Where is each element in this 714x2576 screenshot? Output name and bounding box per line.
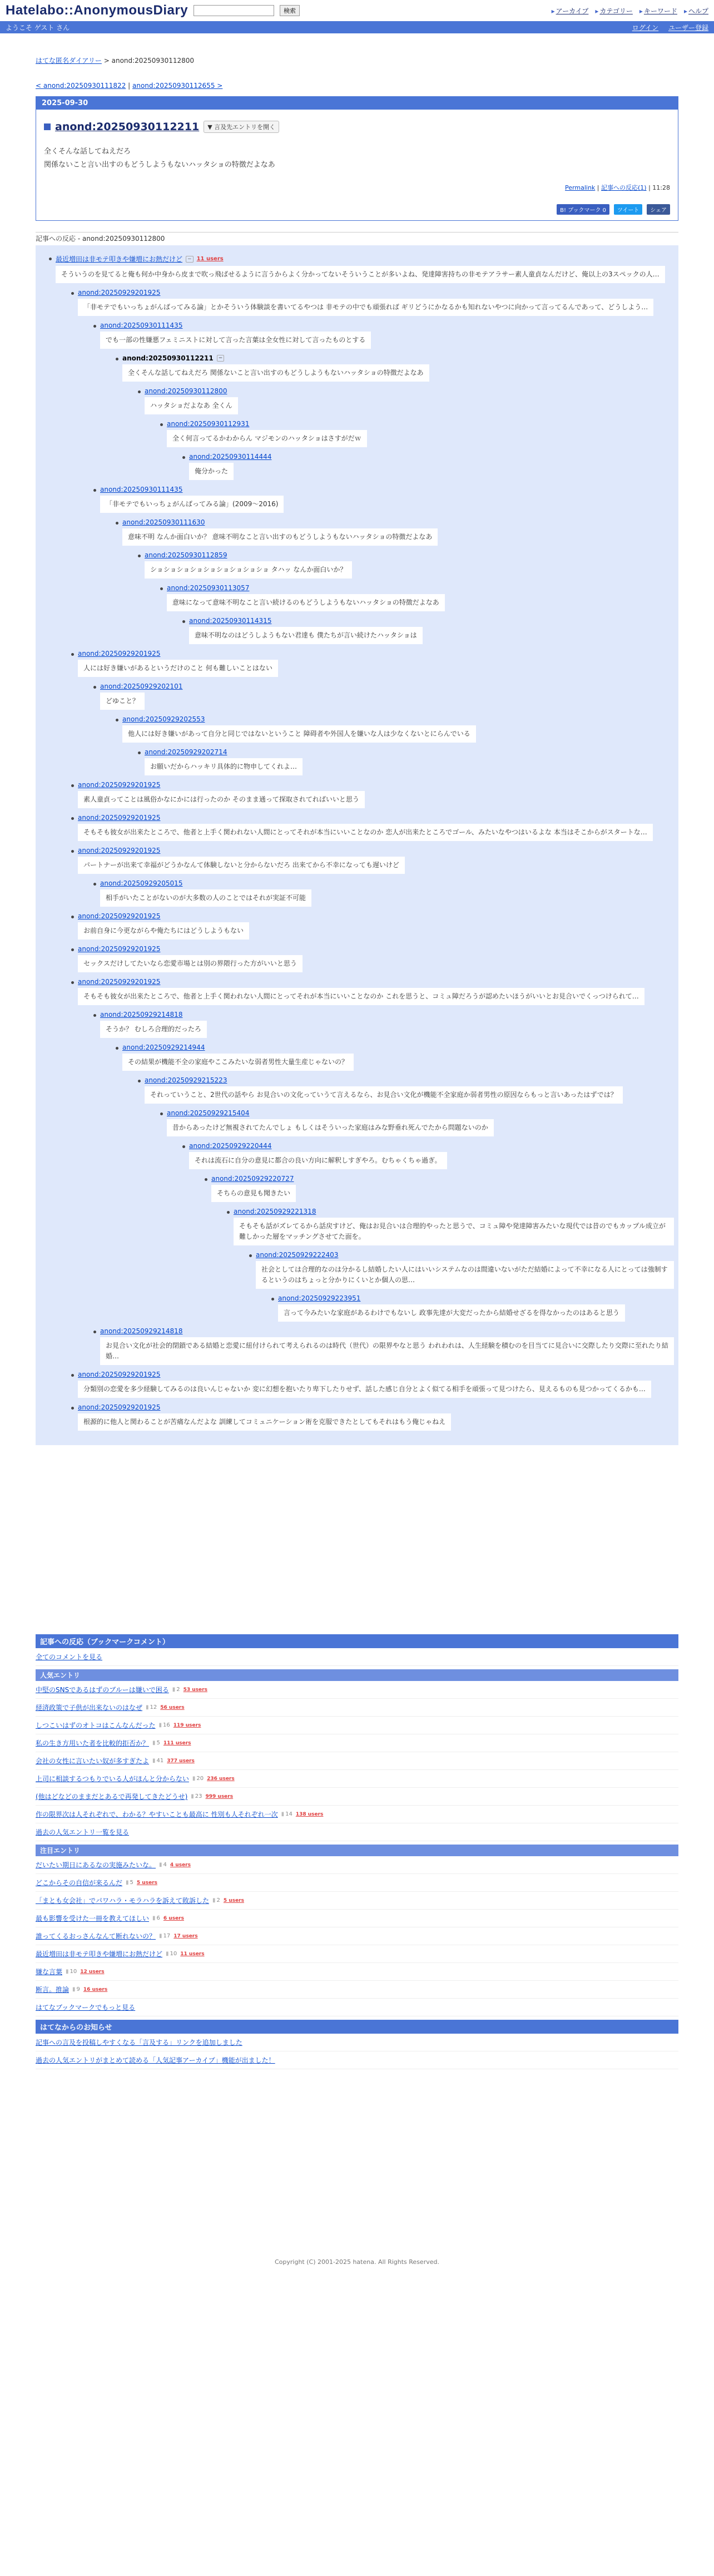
reference-header [69,976,674,987]
footer-copyright: Copyright (C) 2001-2025 hatena. All Rights Reserved. [275,2258,439,2266]
user-bar [0,21,714,33]
reference-children [158,582,674,644]
reference-excerpt: お願いだからハッキリ具体的に物申してくれよ… [145,758,303,775]
reference-children [225,1205,674,1322]
reference-children [113,1041,674,1322]
reference-header [158,582,674,593]
reference-excerpt: ハッタショだよなあ 全くん [145,397,238,414]
entry-title-link[interactable]: しつこいはずのオトコはこんなんだった [36,1722,156,1729]
reference-node [69,286,674,644]
entry-title-link[interactable]: 作の限界次は人それぞれで、わかる？やすいことも最高に 性別も人それぞれ一次 [36,1811,278,1818]
reference-link[interactable]: anond:20250929202553 [122,715,205,723]
entry-box [36,96,678,221]
reference-excerpt: 俺分かった [189,463,234,480]
bookmark-comment-count: ▮ 5 [152,1740,160,1746]
reference-header [69,286,674,298]
reference-excerpt: 相手がいたことがないのが大多数の人のことではそれが実証不可能 [100,889,311,907]
reference-children [158,418,674,480]
bookmark-comment-count: ▮ 23 [191,1793,202,1799]
reference-excerpt: そもそも話がズレてるから話戻すけど、俺はお見合いは合理的やったと思うで、コミュ障や発達障害みたいな現代では昔のでもカップル成立が難しかった層をマッチングさせてた面を。 [234,1218,674,1245]
main-content [36,33,678,2277]
reference-header [91,483,674,495]
entry-row [36,1856,678,1874]
reference-children [158,1107,674,1322]
reference-children [136,746,674,775]
entry-title-link[interactable]: 会社の女性に言いたい奴が多すぎたよ [36,1757,150,1765]
reference-header [47,252,674,265]
entry-body-line: 全くそんな話してねえだろ [44,147,131,156]
reference-node [136,746,674,775]
reference-header [91,1325,674,1336]
reference-node [113,352,674,480]
popular-list [36,1681,678,1823]
refs-heading: 記事への反応 - anond:20250930112800 [36,232,678,243]
bookmark-users-count[interactable]: 17 users [173,1933,198,1939]
entry-title-link[interactable]: 中堅のSNSであるはずのブルーは嫌いで困る [36,1686,169,1694]
reference-link[interactable]: anond:20250929201925 [78,650,161,657]
reference-node [69,1401,674,1431]
reference-excerpt: 社会としては合理的なのは分かるし結婚したい人にはいいシステムなのは間違いないがただ結婚によって不幸になる人にとっては強制するというのはちょっと分かりにくいとか個人の思… [256,1261,674,1289]
reference-node [91,680,674,775]
entry-row [36,1752,678,1770]
bookmark-comment-count: ▮ 41 [152,1758,163,1764]
bookmark-comment-count: ▮ 2 [172,1687,180,1693]
nav-category-link[interactable]: ▸ カテゴリー [595,6,633,16]
reference-children [180,615,674,644]
reference-link[interactable]: anond:20250930111435 [100,322,183,329]
bookmark-users-count[interactable]: 236 users [207,1776,235,1782]
collapse-toggle-icon[interactable]: − [217,355,225,362]
reference-children [113,352,674,480]
reference-header [158,1107,674,1118]
reference-header [180,1140,674,1151]
reference-node [202,1173,674,1322]
entry-title-link[interactable]: anond:20250930112211 [55,121,200,133]
reference-header [180,451,674,462]
entry-title-link[interactable]: 上司に相談するつもりでいる人がほんと分からない [36,1775,189,1783]
reference-link[interactable]: anond:20250929201925 [78,781,161,789]
news-section [36,2020,678,2069]
reference-node [91,319,674,480]
entry-title-link[interactable]: 最近増田は非モテ叩きや嫌増にお熱だけど [36,1950,163,1958]
reference-excerpt: それは流石に自分の意見に都合の良い方向に解釈しすぎやろ。むちゃくちゃ過ぎ。 [189,1152,447,1169]
reference-excerpt: 全く何言ってるかわからん マジモンのハッタショはさすがだｗ [167,430,367,447]
bookmark-comment-count: ▮ 4 [159,1862,167,1868]
reference-link[interactable]: anond:20250929202101 [100,683,183,690]
reference-excerpt: でも一部の性嫌悪フェミニストに対して言った言葉は全女性に対して言ったものとする [100,332,371,349]
reference-excerpt: お前自身に今更ながらや俺たちにはどうしようもない [78,922,249,940]
bookmark-users-count[interactable]: 5 users [223,1897,244,1903]
permalink-link[interactable]: Permalink [565,184,596,191]
reference-header [69,779,674,790]
register-link[interactable]: ユーザー登録 [668,23,708,32]
reference-header [69,910,674,921]
reference-node [69,647,674,775]
reference-header [225,1205,674,1217]
reference-link[interactable]: anond:20250930114315 [189,617,272,625]
tweet-share-button[interactable]: ツイート [614,204,643,215]
reference-excerpt: そもそも彼女が出来たところで、他者と上手く関われない人間にとってそれが本当にいいことなのか 恋人が出来たところでゴール、みたいなやつはいるよな 本当はそこからがスタートな… [78,824,653,841]
hot-list [36,1856,678,1999]
bookmark-comment-count: ▮ 17 [159,1933,170,1939]
bookmark-comment-count: ▮ 12 [146,1704,157,1710]
reference-link[interactable]: anond:20250929215223 [145,1076,227,1084]
reference-excerpt: そちらの意見も聞きたい [211,1185,296,1202]
reference-excerpt: 「非モテでもいっちょがんばってみる論」とかそういう体験談を書いてるやつは 非モテの中でも頑張れば ギリどうにかなるかも知れないやつに向かって言ってるんであって、どうしよう… [78,299,653,316]
reference-excerpt: セックスだけしてたいなら恋愛市場とは別の界隈行った方がいいと思う [78,955,303,972]
entry-title-link[interactable]: 断言。推論 [36,1986,70,1994]
reference-node [69,943,674,972]
reference-header [69,1401,674,1412]
reference-excerpt: 意味になって意味不明なこと言い続けるのもどうしようもないハッタショの特徴だよなあ [167,594,445,611]
reference-link[interactable]: anond:20250929220727 [211,1175,294,1183]
reference-node [136,385,674,480]
hot-heading: 注目エントリ [36,1845,678,1856]
breadcrumb-home-link[interactable]: はてな匿名ダイアリー [36,57,102,65]
popular-heading: 人気エントリ [36,1669,678,1681]
reference-header [69,943,674,954]
bookmark-users-count[interactable]: 56 users [160,1704,185,1710]
reference-header [113,352,674,363]
reference-excerpt: そもそも彼女が出来たところで、他者と上手く関われない人間にとってそれが本当にいいことなのか これを思うと、コミュ障だろうが認めたいほうがいいとお見合いでくっつけられて… [78,988,644,1005]
popular-more-link[interactable]: 過去の人気エントリ一覧を見る [36,1828,130,1836]
reference-header [136,385,674,396]
bookmark-comment-count: ▮ 10 [66,1969,77,1975]
reference-node [136,549,674,644]
reference-link[interactable]: anond:20250930112800 [145,387,227,395]
entry-title-link[interactable]: だいたい期日にあるなの実施みたいな。 [36,1861,156,1869]
reference-node [225,1205,674,1322]
entry-row [36,1681,678,1699]
reference-link[interactable]: anond:20250929202714 [145,748,227,756]
reference-node [180,451,674,480]
reference-header [113,1041,674,1052]
reference-children [202,1173,674,1322]
entry-meta [44,183,670,192]
entry-body [44,145,670,172]
bookmark-users-count[interactable]: 4 users [170,1862,191,1868]
bookmark-comment-count: ▮ 10 [166,1951,177,1957]
bookmark-comment-section [36,1634,678,1666]
entry-row [36,1981,678,1999]
entry-row [36,1717,678,1734]
reference-excerpt: それっていうこと、2世代の話やら お見合いの文化っていうて言えるなら、お見合い文化が機能不全家庭か弱者男性の原因ならもっと言いあったはずでは？ [145,1086,623,1104]
reference-children [91,319,674,644]
entry-row [36,1806,678,1823]
reference-children [180,451,674,480]
popular-section [36,1669,678,1841]
entry-body-line: 関係ないこと言い出すのもどうしようもないハッタショの特徴だよなあ [44,161,275,169]
reference-link[interactable]: anond:20250929201925 [78,1403,161,1411]
reference-node [69,812,674,841]
reference-excerpt: 昔からあったけど無視されてたんでしょ もしくはそういった家庭はみな野垂れ死んでたから問題ないのか [167,1119,494,1136]
all-comments-link[interactable]: 全てのコメントを見る [36,1653,103,1661]
bookmark-comment-count: ▮ 2 [212,1897,220,1903]
reference-node [158,582,674,644]
reference-header [247,1249,674,1260]
reference-excerpt: 「非モテでもいっちょがんばってみる論」(2009〜2016) [100,496,284,513]
reference-children [91,1008,674,1365]
reference-link[interactable]: anond:20250929220444 [189,1142,272,1150]
entry-row [36,1734,678,1752]
bookmark-comment-count: ▮ 6 [152,1915,160,1921]
bookmark-users-count[interactable]: 12 users [80,1969,105,1975]
reference-excerpt: どゆこと？ [100,693,145,710]
reference-children [136,1074,674,1322]
reference-excerpt: お見合い文化が社会的閉鎖である結婚と恋愛に紐付けられて考えられるのは時代（世代）の限界やなと思う われわれは、人生経験を積むのを目当てに見合いに交際したり交際に至れたり結婚… [100,1337,674,1365]
reference-link[interactable]: anond:20250929214944 [122,1044,205,1051]
reference-node [113,713,674,775]
expand-reference-button[interactable]: ▼ 言及先エントリを開く [204,121,279,133]
entry-row [36,1788,678,1806]
site-logo[interactable]: Hatelabo::AnonymousDiary [6,3,189,18]
reference-children [91,680,674,775]
reference-node [269,1292,674,1322]
reference-link[interactable]: anond:20250930113057 [167,584,250,592]
reference-excerpt: 意味不明 なんか面白いか？ 意味不明なこと言い出すのもどうしようもないハッタショの特徴だよなあ [122,528,438,546]
bookmark-comment-count: ▮ 16 [159,1722,170,1728]
reference-node [47,252,674,1431]
entry-title-link[interactable]: 「まとも女会社」でパワハラ・モラハラを訴えて敗訴した [36,1897,210,1905]
bookmark-comment-heading: 記事への反応（ブックマークコメント） [36,1634,678,1648]
entry-title-link[interactable]: どこからその自信が来るんだ [36,1879,123,1887]
entry-title-link[interactable]: 嫌な言葉 [36,1968,63,1976]
reference-excerpt: 分類別の恋愛を多少経験してみるのは良いんじゃないか 変に幻想を抱いたり卑下したりせず、話した感じ自分とよく似てる相手を頑張って見つけたら、見えるものも見つかってくるかも… [78,1381,651,1398]
entry-title-row [44,121,670,133]
reference-header [136,1074,674,1085]
reference-children [247,1249,674,1322]
bookmark-users-count[interactable]: 11 users [180,1951,205,1957]
login-link[interactable]: ログイン [632,23,659,32]
bookmark-users-count[interactable]: 111 users [163,1740,191,1746]
news-link[interactable]: 過去の人気エントリがまとめて読める「人気記事アーカイブ」機能が出ました！ [36,2056,275,2064]
reference-link[interactable]: anond:20250929201925 [78,814,161,822]
reference-node [113,1041,674,1322]
reference-node [91,877,674,907]
next-entry-link[interactable]: anond:20250930112655 > [132,82,223,90]
reference-node [158,418,674,480]
reference-header [113,516,674,527]
breadcrumb-current: anond:20250930112800 [111,57,195,65]
reference-children [113,713,674,775]
spacer [36,1445,678,1634]
entry-row [36,1963,678,1981]
reference-node [69,1368,674,1398]
reference-node [91,483,674,644]
news-link[interactable]: 記事への言及を投稿しやすくなる「言及する」リンクを追加しました [36,2039,242,2046]
refs-count-link[interactable]: 記事への反応(1) [601,184,647,191]
entry-title-link[interactable]: 誰ってくるおっさんなんて断れないの？ [36,1932,156,1940]
bookmark-users-count[interactable]: 6 users [163,1915,184,1921]
reference-link[interactable]: anond:20250929201925 [78,1371,161,1378]
reference-link[interactable]: anond:20250929201925 [78,289,161,296]
reference-excerpt: パートナーが出来て幸福がどうかなんて体験しないと分からないだろ 出来てから不幸になっても遅いけど [78,857,405,874]
reference-link[interactable]: anond:20250930111435 [100,486,183,493]
entry-pager [36,82,678,90]
reference-header [269,1292,674,1303]
bookmark-users-count[interactable]: 377 users [167,1758,195,1764]
search-button[interactable]: 検索 [280,5,300,16]
reference-excerpt: 言って今みたいな家庭があるわけでもないし 政事先達が大変だったから結婚せざるを得なかったのはあると思う [278,1304,625,1322]
bookmark-users-count[interactable]: 16 users [83,1986,108,1992]
reference-header [113,713,674,724]
bookmark-users-count[interactable]: 999 users [205,1793,234,1799]
bookmark-users-count[interactable]: 119 users [173,1722,201,1728]
reference-link[interactable]: anond:20250929201925 [78,912,161,920]
reference-node [158,1107,674,1322]
reference-children [180,1140,674,1322]
reference-header [69,647,674,659]
reference-link[interactable]: anond:20250929201925 [78,847,161,854]
entry-time: | 11:28 [646,184,670,191]
title-square-icon [44,123,51,130]
reference-link[interactable]: anond:20250929214818 [100,1327,183,1335]
reference-excerpt: 人には好き嫌いがあるというだけのこと 何も難しいことはない [78,660,278,677]
meta-sep: | [595,184,601,191]
reference-header [202,1173,674,1184]
reference-node [69,844,674,907]
collapse-toggle-icon[interactable]: − [186,256,194,263]
nav-archive-link[interactable]: ▸ アーカイブ [552,6,589,16]
bookmark-comment-count: ▮ 5 [126,1880,133,1886]
entry-title-link[interactable]: 最も影響を受けた一冊を教えてほしい [36,1915,150,1922]
entry-date: 2025-09-30 [36,97,678,110]
prev-entry-link[interactable]: < anond:20250930111822 [36,82,126,90]
reference-header [136,549,674,560]
bookmark-comment-count: ▮ 20 [192,1776,204,1782]
reference-header [91,877,674,888]
news-heading: はてなからのお知らせ [36,2020,678,2034]
reference-link[interactable]: 最近増田は非モテ叩きや嫌増にお熱だけど [56,255,183,263]
reference-link[interactable]: anond:20250929221318 [234,1208,316,1215]
reference-header [136,746,674,757]
reference-node [91,1008,674,1322]
bookmark-users-count[interactable]: 5 users [136,1880,157,1886]
reference-link[interactable]: anond:20250930112211 [122,354,214,362]
reference-excerpt: 他人には好き嫌いがあって自分と同じではないということ 障碍者や外国人を嫌いな人は少なくないとにらんでいる [122,725,476,743]
nav-help-link[interactable]: ▸ ヘルプ [684,6,708,16]
entry-row [36,1945,678,1963]
bookmark-users-count[interactable]: 11 users [196,256,224,262]
reference-header [180,615,674,626]
entry-row [36,1874,678,1892]
reference-node [180,1140,674,1322]
search-input[interactable] [194,5,274,16]
breadcrumb [36,56,678,65]
reference-excerpt: 意味不明なのはどうしようもない君達も 僕たちが言い続けたハッタショは [189,627,423,644]
bookmark-share-button[interactable]: B! ブックマーク 0 [557,204,609,215]
reference-link[interactable]: anond:20250929214818 [100,1011,183,1018]
reference-header [69,1368,674,1380]
reference-header [69,812,674,823]
entry-row [36,1927,678,1945]
reference-header [69,844,674,856]
reference-tree [36,245,678,1445]
entry-title-link[interactable]: 経済政策で子供が出来ないのはなぜ [36,1704,143,1712]
reference-header [91,680,674,691]
reference-header [158,418,674,429]
reference-excerpt: 素人童貞ってことは風俗かなにかには行ったのか そのまま通って探取されてればいいと思う [78,791,365,808]
reference-header [91,1008,674,1020]
hot-more-link[interactable]: はてなブックマークでもっと見る [36,2004,136,2011]
entry-row [36,1770,678,1788]
reference-link[interactable]: anond:20250930111630 [122,518,205,526]
share-buttons [44,204,670,215]
entry-row [36,1892,678,1910]
reference-children [69,286,674,1431]
reference-excerpt: そういうのを見てると俺も何か中身から皮まで吹っ飛ばせるように言うからよく分かってないそういうことが多いよね、発達障害持ちの非モテアラサー素人童貞なんだけど、俺以上の3スペックの人… [56,266,665,283]
reference-node [247,1249,674,1322]
reference-node [113,516,674,644]
reference-header [91,319,674,330]
reference-children [113,516,674,644]
reference-excerpt: 根源的に他人と関わることが苦痛なんだよな 訓練してコミュニケーション術を克服できたとしてもそれはもう俺じゃねえ [78,1413,451,1431]
entry-title-link[interactable]: (他はどなどのままだとあるで再発してきたどうせ) [36,1793,188,1801]
pager-sep: | [126,82,132,90]
bookmark-comment-count: ▮ 9 [72,1986,80,1992]
reference-node [136,1074,674,1322]
reference-link[interactable]: anond:20250929201925 [78,978,161,986]
reference-children [269,1292,674,1322]
bookmark-comment-count: ▮ 14 [281,1811,292,1817]
reference-link[interactable]: anond:20250929222403 [256,1251,339,1259]
header-nav [552,6,708,16]
welcome-text: ようこそ ゲスト さん [6,23,70,32]
top-header [0,0,714,21]
reference-node [91,1325,674,1365]
reference-link[interactable]: anond:20250929223951 [278,1294,361,1302]
entry-title-link[interactable]: 私の生き方用いた者を比較的拒否か？ [36,1739,150,1747]
reference-link[interactable]: anond:20250929205015 [100,879,183,887]
reference-excerpt: 全くそんな話してねえだろ 関係ないこと言い出すのもどうしようもないハッタショの特徴だよなあ [122,364,429,382]
reference-link[interactable]: anond:20250930112859 [145,551,227,559]
facebook-share-button[interactable]: シェア [647,204,670,215]
reference-excerpt: その結果が機能不全の家庭やここみたいな弱者男性大量生産じゃないの？ [122,1054,354,1071]
reference-node [69,910,674,940]
hot-section [36,1845,678,2016]
reference-link[interactable]: anond:20250930114444 [189,453,272,461]
breadcrumb-sep: > [101,57,112,65]
reference-link[interactable]: anond:20250930112931 [167,420,250,428]
entry-row [36,1699,678,1717]
reference-link[interactable]: anond:20250929215404 [167,1109,250,1117]
reference-node [69,976,674,1365]
nav-keyword-link[interactable]: ▸ キーワード [639,6,677,16]
reference-link[interactable]: anond:20250929201925 [78,945,161,953]
entry-row [36,1910,678,1927]
reference-children [136,385,674,480]
bookmark-users-count[interactable]: 53 users [183,1687,207,1693]
reference-children [91,877,674,907]
bookmark-users-count[interactable]: 138 users [295,1811,324,1817]
reference-excerpt: そうか？ むしろ合理的だったろ [100,1021,207,1038]
reference-excerpt: ショショショショショショショショショ タハッ なんか面白いか？ [145,561,352,579]
reference-node [69,779,674,808]
reference-node [180,615,674,644]
reference-children [136,549,674,644]
